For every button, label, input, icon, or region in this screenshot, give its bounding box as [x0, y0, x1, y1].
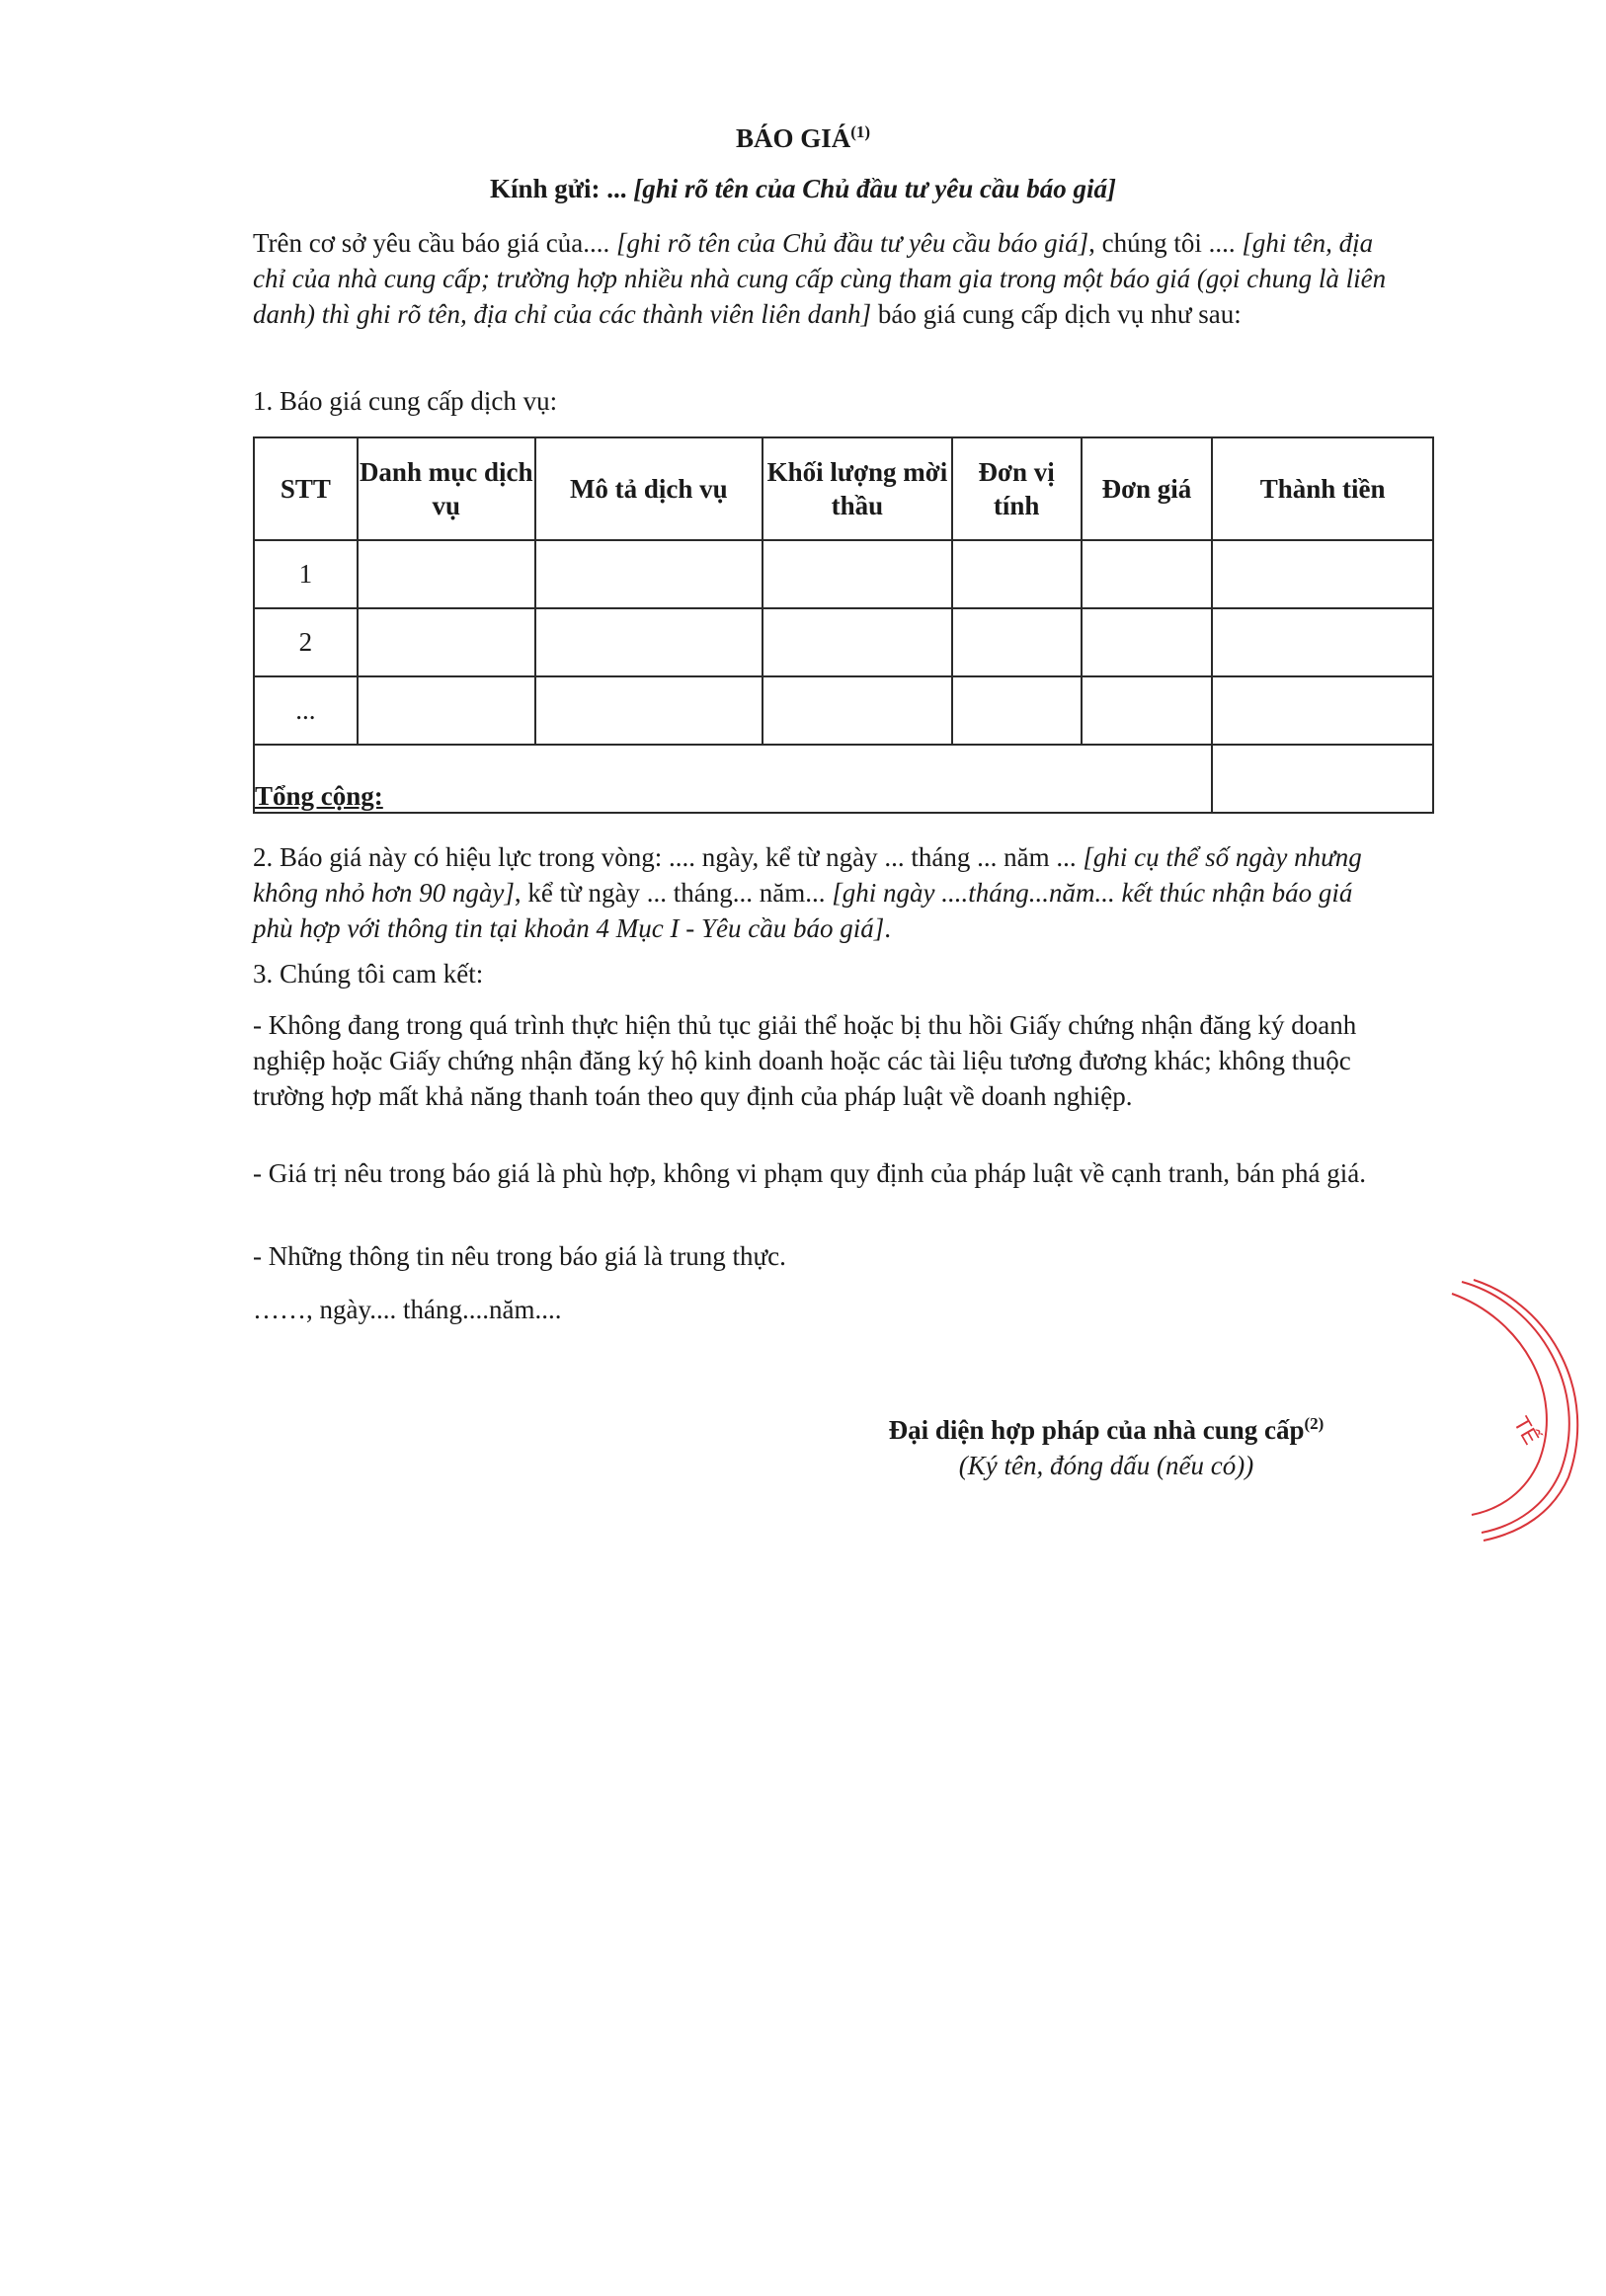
section-1-heading [253, 383, 1387, 419]
cell-empty [1082, 676, 1213, 745]
cell-empty [763, 608, 952, 676]
section-2-paragraph [253, 839, 1387, 946]
cell-empty [358, 540, 535, 608]
row-index: 2 [254, 608, 358, 676]
quote-table [253, 436, 1434, 814]
greeting-line [0, 174, 1606, 204]
cell-empty [1212, 540, 1433, 608]
stamp-text: TẾ [1508, 1412, 1545, 1449]
document-title [0, 122, 1606, 154]
signature-block [840, 1406, 1373, 1483]
greeting-label: Kính gửi: ... [490, 174, 627, 203]
cell-empty [763, 540, 952, 608]
commitment-text: - Những thông tin nêu trong báo giá là trung thực. [253, 1241, 786, 1271]
validity-hint-1: [ghi cụ thể số ngày nhưng không nhỏ hơn 90 ngày] [253, 842, 1362, 908]
cell-empty [1212, 608, 1433, 676]
date-line [253, 1292, 1387, 1327]
cell-empty [535, 608, 763, 676]
header-stt: STT [254, 437, 358, 540]
cell-empty [763, 676, 952, 745]
commitment-2 [253, 1155, 1387, 1191]
cell-empty [535, 676, 763, 745]
cell-empty [952, 676, 1082, 745]
total-amount-cell [1212, 745, 1433, 813]
cell-empty [358, 676, 535, 745]
cell-empty [358, 608, 535, 676]
cell-empty [952, 608, 1082, 676]
table-row [254, 608, 1433, 676]
cell-empty [1082, 608, 1213, 676]
cell-empty [1082, 540, 1213, 608]
intro-text-1: Trên cơ sở yêu cầu báo giá của.... [253, 228, 610, 258]
title-text: BÁO GIÁ [735, 123, 851, 153]
signature-role [840, 1406, 1373, 1448]
section-1-text: 1. Báo giá cung cấp dịch vụ: [253, 386, 558, 416]
commitment-text: - Không đang trong quá trình thực hiện thủ tục giải thể hoặc bị thu hồi Giấy chứng nhận đăng ký doanh nghiệp hoặc Giấy chứng nhận đăng ký hộ kinh doanh hoặc các tài liệu tương đương khác; không thuộc trường hợp mất khả năng thanh toán theo quy định của pháp luật về doanh nghiệp. [253, 1010, 1357, 1111]
header-amount: Thành tiền [1212, 437, 1433, 540]
header-quantity: Khối lượng mời thầu [763, 437, 952, 540]
section-3-heading [253, 956, 1387, 991]
total-label: Tổng cộng: [254, 745, 1212, 813]
commitment-1 [253, 1007, 1387, 1114]
signature-footnote-ref: (2) [1304, 1414, 1325, 1433]
signature-role-text: Đại diện hợp pháp của nhà cung cấp [888, 1415, 1305, 1445]
table-total-row [254, 745, 1433, 813]
table-row [254, 540, 1433, 608]
validity-hint-2: [ghi ngày ....tháng...năm... kết thúc nhận báo giá phù hợp với thông tin tại khoản 4 Mục I - Yêu cầu báo giá] [253, 878, 1353, 943]
commitment-text: - Giá trị nêu trong báo giá là phù hợp, không vi phạm quy định của pháp luật về cạnh tranh, bán phá giá. [253, 1158, 1366, 1188]
intro-hint-2: [ghi tên, địa chỉ của nhà cung cấp; trường hợp nhiều nhà cung cấp cùng tham gia trong một báo giá (gọi chung là liên danh) thì ghi rõ tên, địa chỉ của các thành viên liên danh] [253, 228, 1387, 329]
header-service-description: Mô tả dịch vụ [535, 437, 763, 540]
header-service-category: Danh mục dịch vụ [358, 437, 535, 540]
intro-hint-1: [ghi rõ tên của Chủ đầu tư yêu cầu báo giá] [615, 228, 1089, 258]
greeting-hint: [ghi rõ tên của Chủ đầu tư yêu cầu báo giá] [633, 174, 1116, 203]
header-unit-price: Đơn giá [1082, 437, 1213, 540]
validity-text-1: 2. Báo giá này có hiệu lực trong vòng: .... ngày, kể từ ngày ... tháng ... năm ... [253, 842, 1077, 872]
row-index: 1 [254, 540, 358, 608]
row-index: ... [254, 676, 358, 745]
header-unit: Đơn vị tính [952, 437, 1082, 540]
red-stamp-seal [1422, 1274, 1600, 1550]
signature-instruction [840, 1448, 1373, 1483]
section-3-text: 3. Chúng tôi cam kết: [253, 959, 484, 989]
signature-instruction-text: (Ký tên, đóng dấu (nếu có)) [958, 1451, 1254, 1480]
commitment-3 [253, 1238, 1387, 1274]
validity-text-2: , kể từ ngày ... tháng... năm... [514, 878, 826, 908]
intro-text-3: báo giá cung cấp dịch vụ như sau: [877, 299, 1242, 329]
cell-empty [535, 540, 763, 608]
title-footnote-ref: (1) [850, 122, 871, 141]
cell-empty [1212, 676, 1433, 745]
validity-text-3: . [884, 913, 891, 943]
cell-empty [952, 540, 1082, 608]
intro-text-2: , chúng tôi .... [1088, 228, 1236, 258]
table-row [254, 676, 1433, 745]
table-header-row [254, 437, 1433, 540]
date-line-text: ……, ngày.... tháng....năm.... [253, 1295, 562, 1324]
intro-paragraph [253, 225, 1387, 332]
